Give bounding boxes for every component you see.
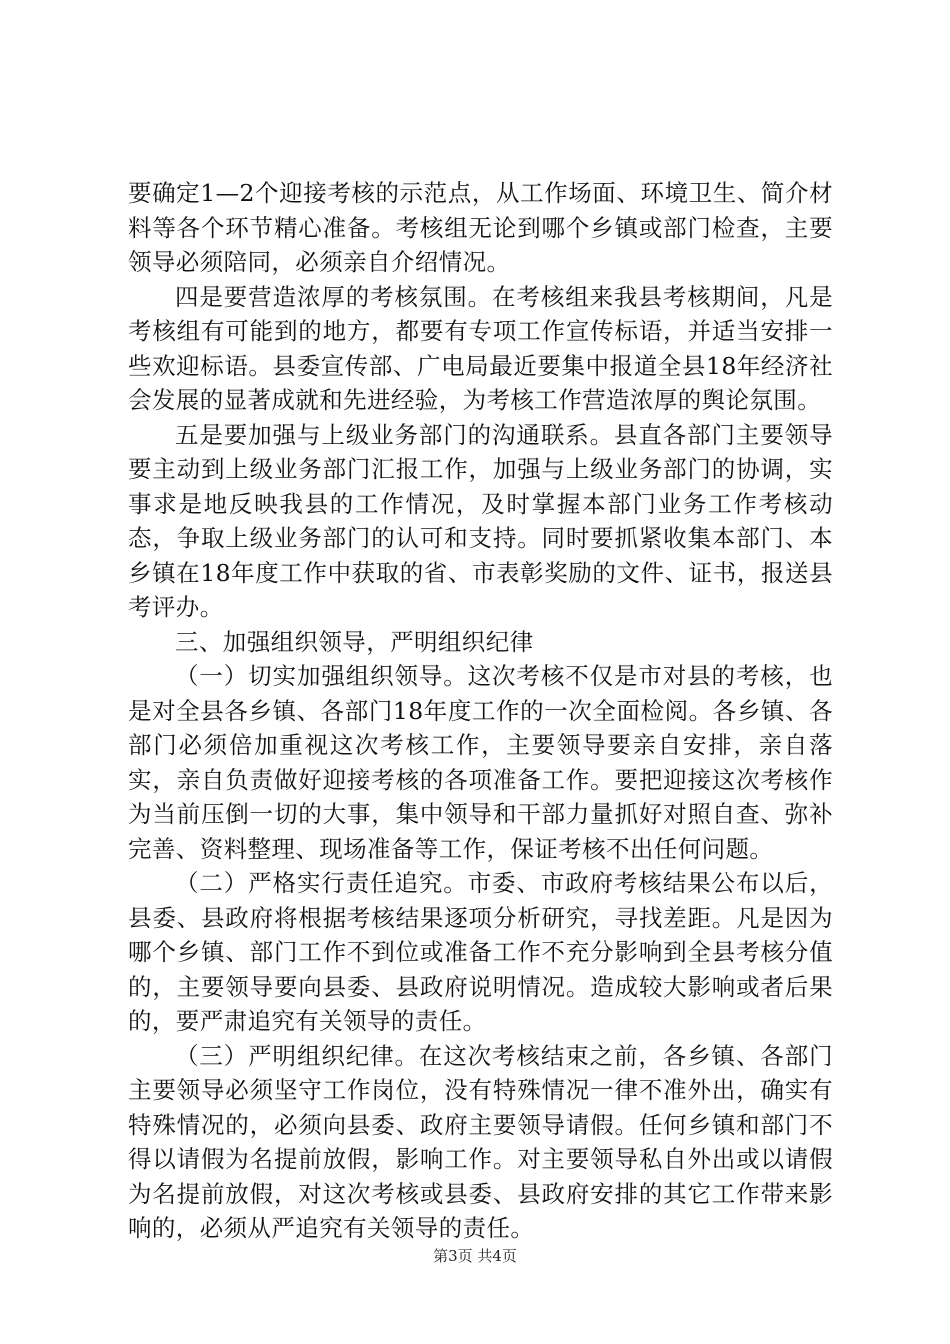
page-number-footer: 第3页 共4页 [433,1247,517,1265]
document-body [128,176,833,1246]
paragraph-assessment-atmosphere: 四是要营造浓厚的考核氛围。在考核组来我县考核期间，凡是考核组有可能到的地方，都要有专项工作宣传标语，并适当安排一些欢迎标语。县委宣传部、广电局最近要集中报道全县18年经济社会发展的显著成就和先进经验，为考核工作营造浓厚的舆论氛围。 [128,282,833,414]
paragraph-leadership: （一）切实加强组织领导。这次考核不仅是市对县的考核，也是对全县各乡镇、各部门18年度工作的一次全面检阅。各乡镇、各部门必须倍加重视这次考核工作，主要领导要亲自安排，亲自落实，亲自负责做好迎接考核的各项准备工作。要把迎接这次考核作为当前压倒一切的大事，集中领导和干部力量抓好对照自查、弥补完善、资料整理、现场准备等工作，保证考核不出任何问题。 [128,662,833,863]
paragraph-accountability: （二）严格实行责任追究。市委、市政府考核结果公布以后，县委、县政府将根据考核结果逐项分析研究，寻找差距。凡是因为哪个乡镇、部门工作不到位或准备工作不充分影响到全县考核分值的，主要领导要向县委、县政府说明情况。造成较大影响或者后果的，要严肃追究有关领导的责任。 [128,869,833,1035]
paragraph-continuation: 要确定1—2个迎接考核的示范点，从工作场面、环境卫生、简介材料等各个环节精心准备。考核组无论到哪个乡镇或部门检查，主要领导必须陪同，必须亲自介绍情况。 [128,179,833,276]
section-heading-organization: 三、加强组织领导，严明组织纪律 [175,627,534,656]
paragraph-superior-communication: 五是要加强与上级业务部门的沟通联系。县直各部门主要领导要主动到上级业务部门汇报工作，加强与上级业务部门的协调，实事求是地反映我县的工作情况，及时掌握本部门业务工作考核动态，争取上级业务部门的认可和支持。同时要抓紧收集本部门、本乡镇在18年度工作中获取的省、市表彰奖励的文件、证书，报送县考评办。 [128,420,833,621]
paragraph-discipline: （三）严明组织纪律。在这次考核结束之前，各乡镇、各部门主要领导必须坚守工作岗位，没有特殊情况一律不准外出，确实有特殊情况的，必须向县委、政府主要领导请假。任何乡镇和部门不得以请假为名提前放假，影响工作。对主要领导私自外出或以请假为名提前放假，对这次考核或县委、县政府安排的其它工作带来影响的，必须从严追究有关领导的责任。 [128,1041,833,1242]
